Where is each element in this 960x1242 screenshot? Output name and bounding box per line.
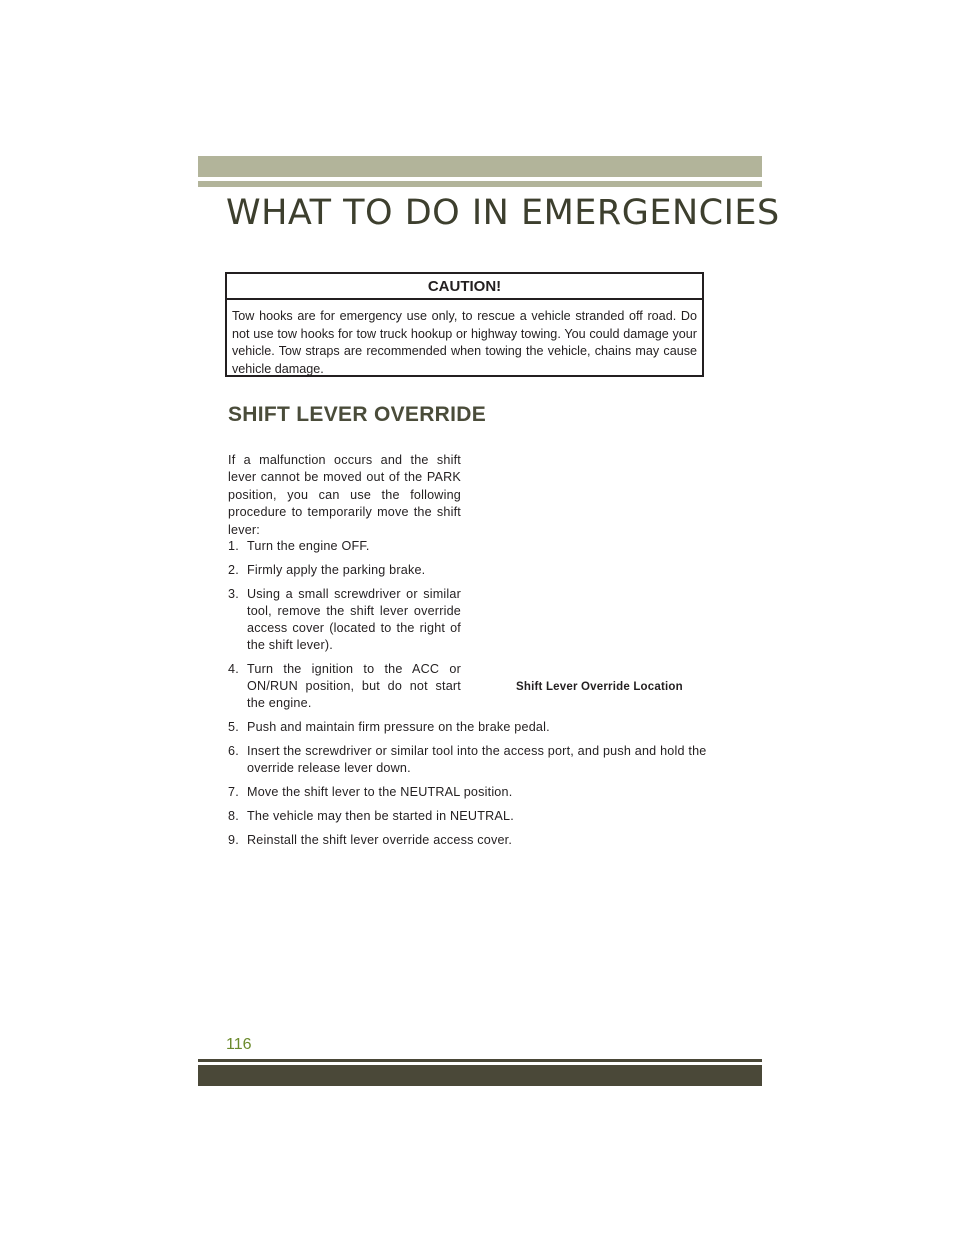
header-rule — [198, 181, 762, 187]
caution-box — [225, 272, 704, 377]
step-item — [228, 562, 461, 579]
step-number: 8. — [228, 809, 239, 823]
step-number: 6. — [228, 744, 239, 758]
footer-rule — [198, 1059, 762, 1062]
footer-band — [198, 1065, 762, 1086]
header-band — [198, 156, 762, 177]
step-text: The vehicle may then be started in NEUTRAL. — [247, 809, 514, 823]
step-item — [228, 538, 461, 555]
step-number: 1. — [228, 539, 239, 553]
step-text: Turn the engine OFF. — [247, 539, 370, 553]
step-item — [228, 586, 461, 654]
step-item — [228, 784, 710, 801]
step-number: 2. — [228, 563, 239, 577]
step-text: Firmly apply the parking brake. — [247, 563, 426, 577]
intro-paragraph: If a malfunction occurs and the shift lever cannot be moved out of the PARK position, you can use the following procedure to temporarily move the shift lever: — [228, 453, 461, 537]
step-item — [228, 743, 710, 777]
step-item — [228, 719, 710, 736]
figure-caption: Shift Lever Override Location — [516, 681, 683, 693]
step-text: Turn the ignition to the ACC or ON/RUN position, but do not start the engine. — [247, 662, 461, 710]
section-title: WHAT TO DO IN EMERGENCIES — [226, 193, 780, 233]
step-number: 5. — [228, 720, 239, 734]
step-item — [228, 808, 710, 825]
step-text: Reinstall the shift lever override access cover. — [247, 833, 513, 847]
step-text: Insert the screwdriver or similar tool into the access port, and push and hold the override release lever down. — [247, 744, 707, 775]
step-number: 3. — [228, 587, 239, 601]
step-text: Move the shift lever to the NEUTRAL position. — [247, 785, 513, 799]
step-item — [228, 661, 461, 712]
page-number: 116 — [226, 1036, 252, 1053]
step-text: Push and maintain firm pressure on the brake pedal. — [247, 720, 550, 734]
caution-title: CAUTION! — [227, 274, 702, 300]
step-text: Using a small screwdriver or similar tool, remove the shift lever override access cover (located to the right of the shift lever). — [247, 587, 461, 652]
shift-lever-override-heading: SHIFT LEVER OVERRIDE — [228, 403, 487, 426]
step-number: 7. — [228, 785, 239, 799]
step-number: 9. — [228, 833, 239, 847]
procedure-steps — [228, 538, 710, 856]
step-number: 4. — [228, 662, 239, 676]
step-item — [228, 832, 710, 849]
caution-text: Tow hooks are for emergency use only, to rescue a vehicle stranded off road. Do not use tow hooks for tow truck hookup or highway towing. You could damage your vehicle. Tow straps are recommended when towing the vehicle, chains may cause vehicle damage. — [232, 309, 697, 376]
